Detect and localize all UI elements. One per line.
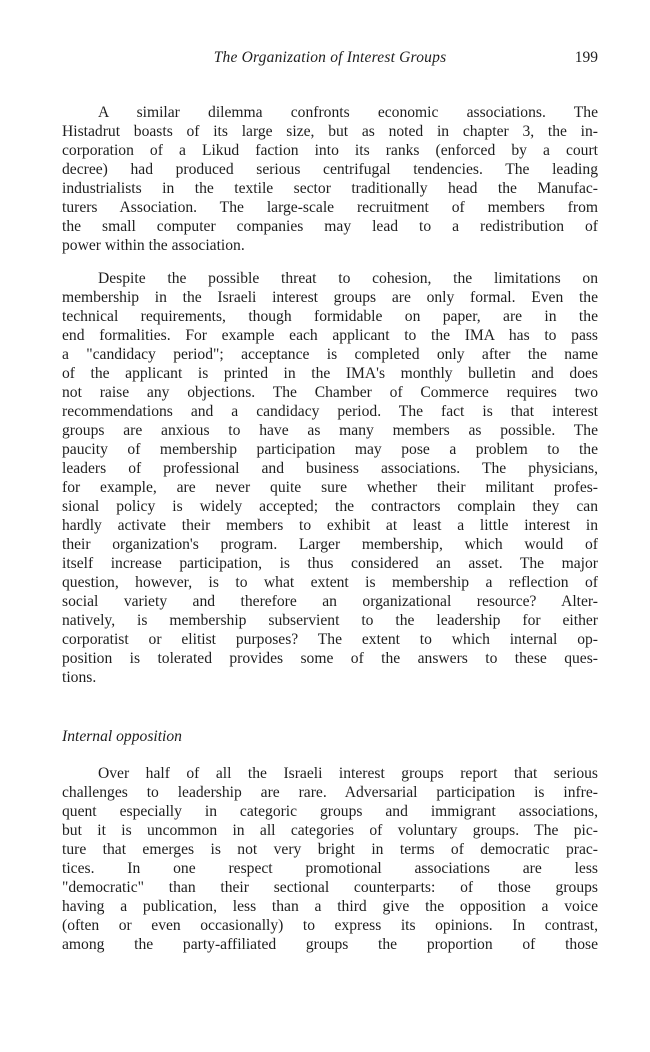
text-line: among the party-affiliated groups the proportion of those bbox=[62, 936, 598, 953]
text-line: quent especially in categoric groups and immigrant associations, bbox=[62, 803, 598, 820]
text-line: corporation of a Likud faction into its ranks (enforced by a court bbox=[62, 142, 598, 159]
text-line: hardly activate their members to exhibit at least a little interest in bbox=[62, 517, 598, 534]
text-line: for example, are never quite sure whether their militant profes- bbox=[62, 479, 598, 496]
running-title: The Organization of Interest Groups bbox=[213, 49, 447, 66]
text-line: tices. In one respect promotional associations are less bbox=[62, 860, 598, 877]
text-line: technical requirements, though formidable on paper, are in the bbox=[62, 308, 598, 325]
text-line: but it is uncommon in all categories of voluntary groups. The pic- bbox=[62, 822, 598, 839]
text-line: Histadrut boasts of its large size, but as noted in chapter 3, the in- bbox=[62, 123, 598, 140]
text-line: their organization's program. Larger membership, which would of bbox=[62, 536, 598, 553]
text-line: membership in the Israeli interest groups are only formal. Even the bbox=[62, 289, 598, 306]
text-line: paucity of membership participation may pose a problem to the bbox=[62, 441, 598, 458]
text-line: challenges to leadership are rare. Adversarial participation is infre- bbox=[62, 784, 598, 801]
text-line: leaders of professional and business associations. The physicians, bbox=[62, 460, 598, 477]
section-heading: Internal opposition bbox=[62, 728, 182, 745]
text-line: social variety and therefore an organizational resource? Alter- bbox=[62, 593, 598, 610]
text-line: ture that emerges is not very bright in terms of democratic prac- bbox=[62, 841, 598, 858]
text-line: tions. bbox=[62, 669, 97, 686]
text-line: decree) had produced serious centrifugal tendencies. The leading bbox=[62, 161, 598, 178]
text-line: (often or even occasionally) to express its opinions. In contrast, bbox=[62, 917, 598, 934]
text-line: sional policy is widely accepted; the contractors complain they can bbox=[62, 498, 598, 515]
page-number: 199 bbox=[574, 49, 598, 66]
text-line: Despite the possible threat to cohesion, the limitations on bbox=[98, 270, 598, 287]
text-line: industrialists in the textile sector traditionally head the Manufac- bbox=[62, 180, 598, 197]
text-line: not raise any objections. The Chamber of Commerce requires two bbox=[62, 384, 598, 401]
text-line: itself increase participation, is thus considered an asset. The major bbox=[62, 555, 598, 572]
text-line: natively, is membership subservient to the leadership for either bbox=[62, 612, 598, 629]
text-line: of the applicant is printed in the IMA's monthly bulletin and does bbox=[62, 365, 598, 382]
text-line: the small computer companies may lead to a redistribution of bbox=[62, 218, 598, 235]
text-line: having a publication, less than a third give the opposition a voice bbox=[62, 898, 598, 915]
text-line: Over half of all the Israeli interest groups report that serious bbox=[98, 765, 598, 782]
text-line: "democratic" than their sectional counterparts: of those groups bbox=[62, 879, 598, 896]
text-line: A similar dilemma confronts economic associations. The bbox=[98, 104, 598, 121]
running-head bbox=[62, 49, 598, 71]
text-line: power within the association. bbox=[62, 237, 245, 254]
text-line: groups are anxious to have as many members as possible. The bbox=[62, 422, 598, 439]
text-line: end formalities. For example each applicant to the IMA has to pass bbox=[62, 327, 598, 344]
text-line: corporatist or elitist purposes? The extent to which internal op- bbox=[62, 631, 598, 648]
text-line: turers Association. The large-scale recruitment of members from bbox=[62, 199, 598, 216]
text-line: position is tolerated provides some of the answers to these ques- bbox=[62, 650, 598, 667]
text-line: question, however, is to what extent is membership a reflection of bbox=[62, 574, 598, 591]
text-line: a "candidacy period"; acceptance is completed only after the name bbox=[62, 346, 598, 363]
text-line: recommendations and a candidacy period. The fact is that interest bbox=[62, 403, 598, 420]
